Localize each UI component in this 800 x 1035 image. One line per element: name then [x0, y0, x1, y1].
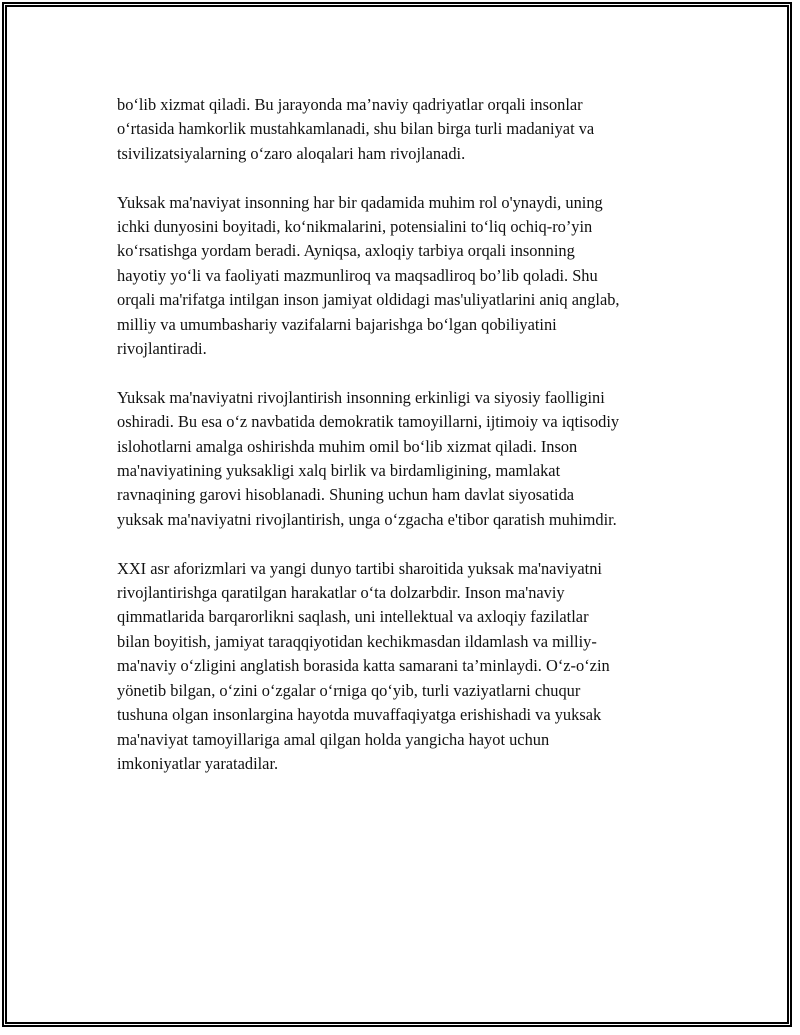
text-line: Yuksak ma'naviyat insonning har bir qadamida muhim rol o'ynaydi, uning: [117, 192, 603, 212]
text-line: islohotlarni amalga oshirishda muhim omil bo‘lib xizmat qiladi. Inson: [117, 436, 578, 456]
text-line: hayotiy yo‘li va faoliyati mazmunliroq va maqsadliroq bo’lib qoladi. Shu: [117, 265, 598, 285]
document-body: [117, 93, 707, 801]
text-line: ichki dunyosini boyitadi, ko‘nikmalarini, potensialini to‘liq ochiq-ro’yin: [117, 217, 593, 237]
text-line: XXI asr aforizmlari va yangi dunyo tartibi sharoitida yuksak ma'naviyatni: [117, 558, 602, 578]
text-line: bo‘lib xizmat qiladi. Bu jarayonda ma’naviy qadriyatlar orqali insonlar: [117, 95, 583, 114]
text-line: imkoniyatlar yaratadilar.: [117, 753, 279, 773]
paragraph-3: [117, 386, 707, 532]
text-line: yönetib bilgan, o‘zini o‘zgalar o‘rniga qo‘yib, turli vaziyatlarni chuqur: [117, 680, 581, 700]
text-line: Yuksak ma'naviyatni rivojlantirish insonning erkinligi va siyosiy faolligini: [117, 387, 605, 407]
text-line: rivojlantiradi.: [117, 339, 207, 359]
text-line: tsivilizatsiyalarning o‘zaro aloqalari ham rivojlanadi.: [117, 143, 466, 163]
text-line: qimmatlarida barqarorlikni saqlash, uni intellektual va axloqiy fazilatlar: [117, 607, 589, 627]
text-line: bilan boyitish, jamiyat taraqqiyotidan kechikmasdan ildamlash va milliy-: [117, 631, 597, 651]
text-line: ma'naviyat tamoyillariga amal qilgan holda yangicha hayot uchun: [117, 729, 550, 749]
text-line: ravnaqining garovi hisoblanadi. Shuning uchun ham davlat siyosatida: [117, 485, 575, 505]
paragraph-1: [117, 93, 707, 166]
paragraph-4: [117, 557, 707, 777]
text-line: tushuna olgan insonlargina hayotda muvaffaqiyatga erishishadi va yuksak: [117, 705, 602, 725]
text-line: orqali ma'rifatga intilgan inson jamiyat oldidagi mas'uliyatlarini aniq anglab,: [117, 290, 620, 310]
paragraph-2: [117, 191, 707, 362]
text-line: ma'naviy o‘zligini anglatish borasida katta samarani ta’minlaydi. O‘z-o‘zin: [117, 656, 610, 676]
text-line: ko‘rsatishga yordam beradi. Ayniqsa, axloqiy tarbiya orqali insonning: [117, 241, 575, 261]
text-line: o‘rtasida hamkorlik mustahkamlanadi, shu bilan birga turli madaniyat va: [117, 119, 595, 139]
text-line: yuksak ma'naviyatni rivojlantirish, unga o‘zgacha e'tibor qaratish muhimdir.: [117, 509, 617, 529]
text-line: milliy va umumbashariy vazifalarni bajarishga bo‘lgan qobiliyatini: [117, 314, 557, 334]
text-line: rivojlantirishga qaratilgan harakatlar o‘ta dolzarbdir. Inson ma'naviy: [117, 583, 565, 603]
text-line: oshiradi. Bu esa o‘z navbatida demokratik tamoyillarni, ijtimoiy va iqtisodiy: [117, 412, 620, 432]
text-line: ma'naviyatining yuksakligi xalq birlik va birdamligining, mamlakat: [117, 461, 561, 481]
